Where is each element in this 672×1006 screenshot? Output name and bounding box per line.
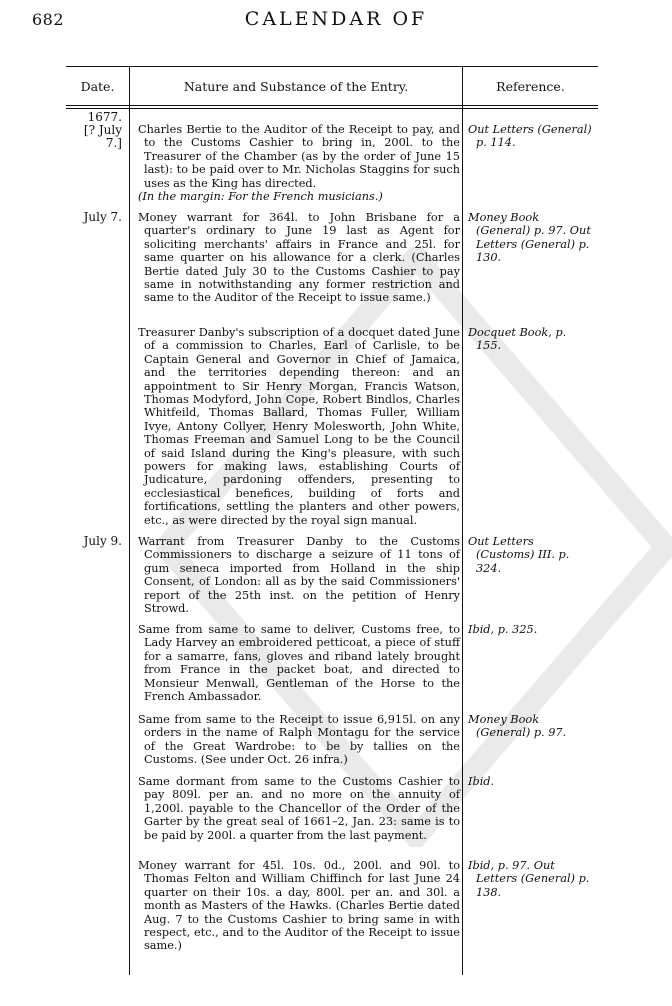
running-title: CALENDAR OF xyxy=(244,8,428,30)
column-header-date: Date. xyxy=(80,79,115,94)
entry-body: Treasurer Danby's subscription of a docquet dated June of a commission to Charles, Earl of Carlisle, to be Captain General and Governor in Chief of Jamaica, and the territories depending thereon: and an appointment to Sir Henry Morgan, Francis Watson, Thomas Modyford, John Cope, Robert Bindlos, Charles Whitfeild, Thomas Ballard, Thomas Fuller, William Ivye, Antony Collyer, Henry Molesworth, John White, Thomas Freeman and Samuel Long to be the Council of said Island during the King's pleasure, with such powers for making laws, establishing Courts of Judicature, pardoning offenders, presenting to ecclesiastical benefices, building of forts and fortifications, settling the planters and other powers, etc., as were directed by the royal sign manual. xyxy=(138,326,460,527)
column-header-reference: Reference. xyxy=(496,79,565,94)
header-bottom-rule-2 xyxy=(66,108,598,109)
entry-text xyxy=(138,713,460,767)
entry-body: Same from same to the Receipt to issue 6,915l. on any orders in the name of Ralph Montagu for the service of the Great Wardrobe: to be by tallies on the Customs. (See under Oct. 26 infra.) xyxy=(138,713,460,767)
entry-date: July 7. xyxy=(83,210,122,224)
reference-text: Docquet Book, p. 155. xyxy=(468,326,567,353)
entry-reference xyxy=(468,623,594,636)
reference-text: Money Book (General) p. 97. xyxy=(468,713,567,740)
entry-reference xyxy=(468,123,594,150)
entry-reference xyxy=(468,775,594,788)
reference-text: Out Letters (Customs) III. p. 324. xyxy=(468,535,570,575)
column-header-nature: Nature and Substance of the Entry. xyxy=(183,79,409,94)
entry-body: Same from same to same to deliver, Customs free, to Lady Harvey an embroidered petticoat, a piece of stuff for a samarre, fans, gloves and riband lately brought from France in the packet boat, and directed to Monsieur Menwall, Gentleman of the Horse to the French Ambassador. xyxy=(138,623,460,704)
entry-reference xyxy=(468,326,594,353)
date-column-divider xyxy=(129,67,130,975)
entry-text xyxy=(138,859,460,953)
entry-body: Warrant from Treasurer Danby to the Customs Commissioners to discharge a seizure of 11 tons of gum seneca imported from Holland in the ship Consent, of London: all as by the said Commissioners' report of the 25th inst. on the petition of Henry Strowd. xyxy=(138,535,460,616)
entry-reference xyxy=(468,211,594,265)
calendar-table xyxy=(66,66,598,975)
entry-reference xyxy=(468,713,594,740)
entry-body: Money warrant for 364l. to John Brisbane for a quarter's ordinary to June 19 last as Agent for soliciting merchants' affairs in France and 25l. for same quarter on his allowance for a clerk. (Charles Bertie dated July 30 to the Customs Cashier to pay same in notwithstanding any former restriction and same to the Auditor of the Receipt to issue same.) xyxy=(138,211,460,305)
entry-reference xyxy=(468,859,594,899)
entry-reference xyxy=(468,535,594,575)
header-bottom-rule xyxy=(66,105,598,106)
entry-text xyxy=(138,211,460,305)
reference-text: Money Book (General) p. 97. Out Letters (General) p. 130. xyxy=(468,211,591,265)
reference-text: Ibid, p. 97. Out Letters (General) p. 138. xyxy=(468,859,590,899)
reference-column-divider xyxy=(462,67,463,975)
reference-text: Out Letters (General) p. 114. xyxy=(468,123,592,150)
entry-text xyxy=(138,123,460,203)
margin-note: (In the margin: For the French musicians.) xyxy=(138,190,383,204)
page-number: 682 xyxy=(32,10,65,29)
entry-text xyxy=(138,623,460,703)
entry-body: Same dormant from same to the Customs Cashier to pay 809l. per an. and no more on the annuity of 1,200l. payable to the Chancellor of the Order of the Garter by the great seal of 1661–2, Jan. 23: same is to be paid by 200l. a quarter from the last payment. xyxy=(138,775,460,842)
reference-text: Ibid. xyxy=(468,775,495,788)
entry-body: Money warrant for 45l. 10s. 0d., 200l. and 90l. to Thomas Felton and William Chiffinch for last June 24 quarter on their 10s. a day, 800l. per an. and 30l. a month as Masters of the Hawks. (Charles Bertie dated Aug. 7 to the Customs Cashier to bring same in with respect, etc., and to the Auditor of the Receipt to issue same.) xyxy=(138,859,460,953)
entry-text xyxy=(138,326,460,527)
entry-date: 1677. [? July 7.] xyxy=(83,110,122,150)
entry-body: Charles Bertie to the Auditor of the Receipt to pay, and to the Customs Cashier to bring in, 200l. to the Treasurer of the Chamber (as by the order of June 15 last): to be paid over to Mr. Nicholas Staggins for such uses as the King has directed. xyxy=(138,123,460,190)
entry-text xyxy=(138,775,460,842)
entry-date: July 9. xyxy=(83,534,122,548)
reference-text: Ibid, p. 325. xyxy=(468,623,538,636)
entry-text xyxy=(138,535,460,615)
